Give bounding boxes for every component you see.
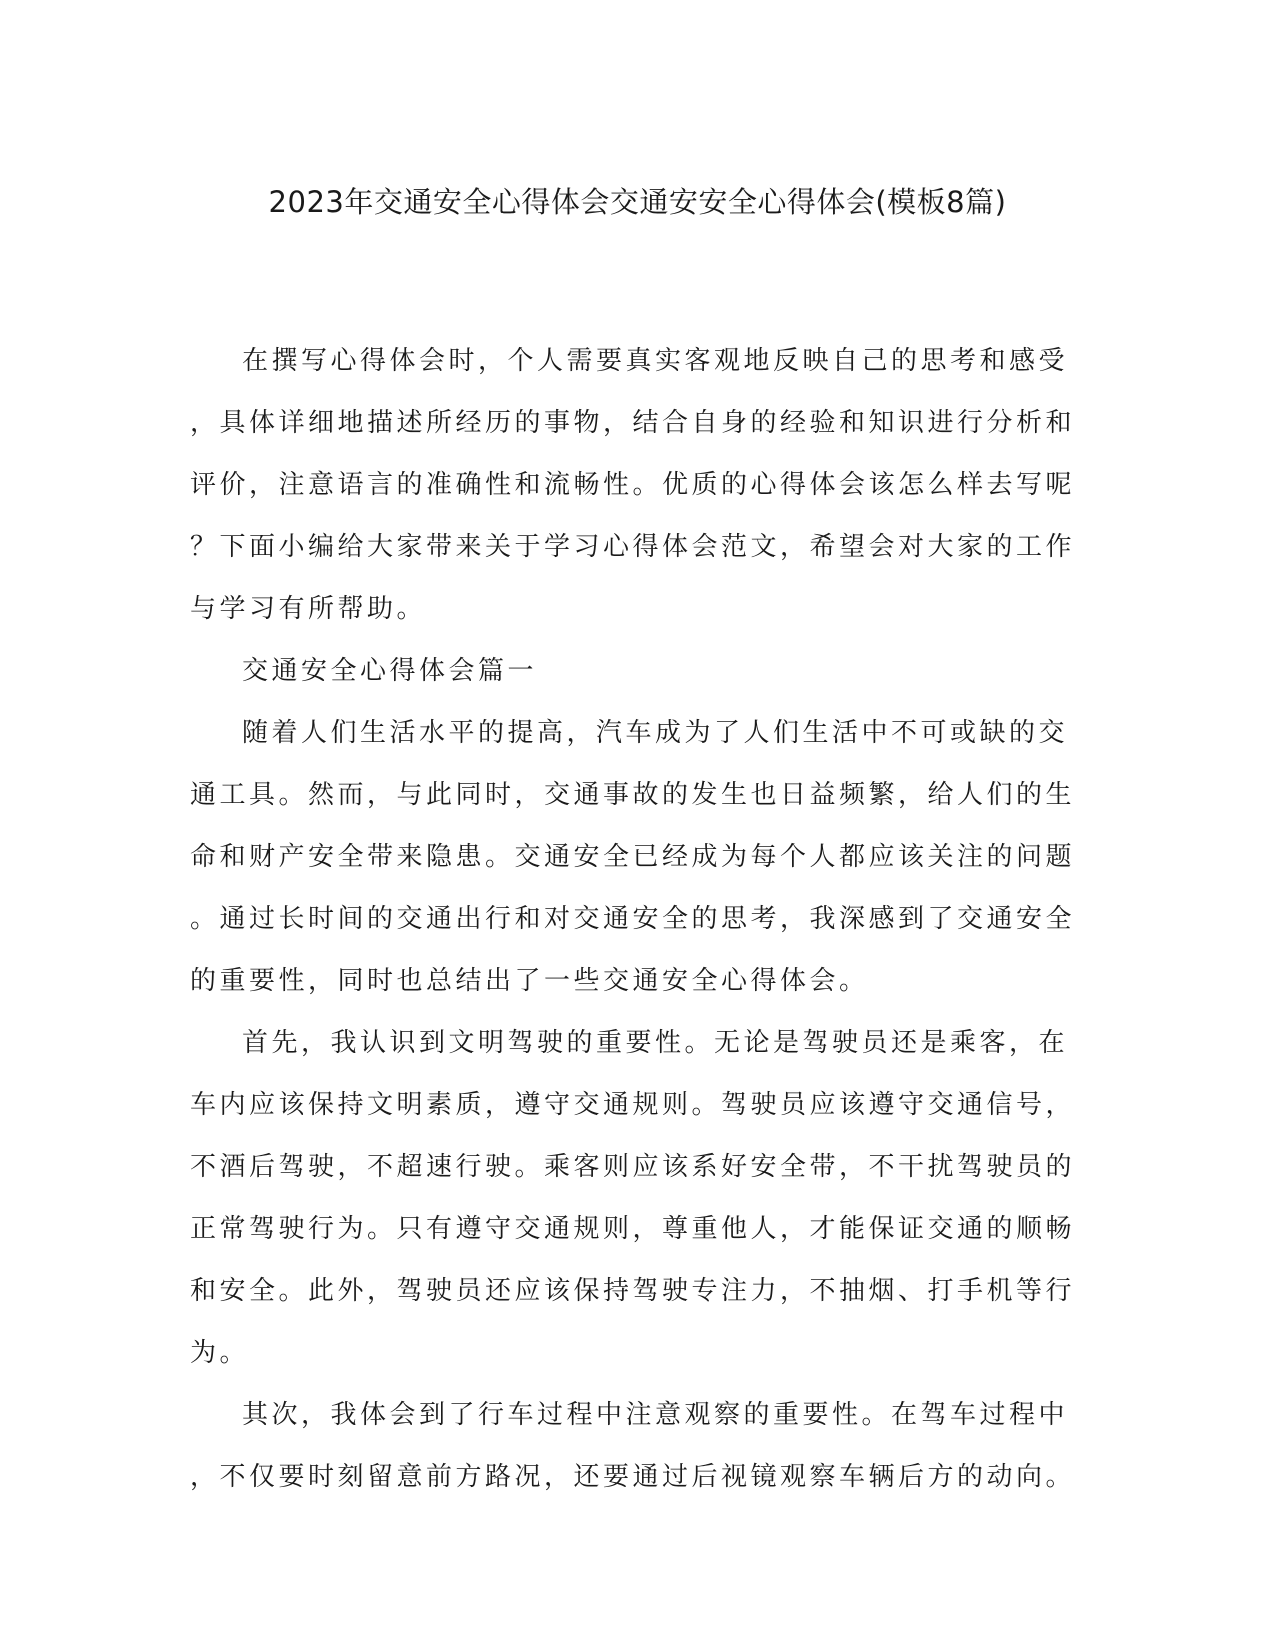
text-line: 通工具。然而，与此同时，交通事故的发生也日益频繁，给人们的生 [190,780,1076,810]
text-line: 在撰写心得体会时，个人需要真实客观地反映自己的思考和感受 [242,346,1069,376]
text-line: 车内应该保持文明素质，遵守交通规则。驾驶员应该遵守交通信号， [190,1090,1076,1120]
text-line: 命和财产安全带来隐患。交通安全已经成为每个人都应该关注的问题 [190,842,1076,872]
text-line: 不酒后驾驶，不超速行驶。乘客则应该系好安全带，不干扰驾驶员的 [190,1152,1076,1182]
document-body [190,330,1082,1508]
text-line: 首先，我认识到文明驾驶的重要性。无论是驾驶员还是乘客，在 [242,1028,1069,1058]
text-line: ？下面小编给大家带来关于学习心得体会范文，希望会对大家的工作 [190,532,1076,562]
paragraph [190,1384,1082,1508]
paragraph [190,1012,1082,1384]
document-title: 2023年交通安全心得体会交通安安全心得体会(模板8篇) [268,185,1007,219]
paragraph [190,702,1082,1012]
text-line: 和安全。此外，驾驶员还应该保持驾驶专注力，不抽烟、打手机等行 [190,1276,1076,1306]
section-heading-text: 交通安全心得体会篇一 [242,656,538,686]
text-line: 。通过长时间的交通出行和对交通安全的思考，我深感到了交通安全 [190,904,1076,934]
text-line: 为。 [190,1338,250,1368]
text-line: 评价，注意语言的准确性和流畅性。优质的心得体会该怎么样去写呢 [190,470,1076,500]
text-line: 的重要性，同时也总结出了一些交通安全心得体会。 [190,966,869,996]
text-line: 与学习有所帮助。 [190,594,427,624]
text-line: 正常驾驶行为。只有遵守交通规则，尊重他人，才能保证交通的顺畅 [190,1214,1076,1244]
text-line: ，不仅要时刻留意前方路况，还要通过后视镜观察车辆后方的动向。 [190,1462,1076,1492]
text-line: 其次，我体会到了行车过程中注意观察的重要性。在驾车过程中 [242,1400,1069,1430]
paragraph-intro [190,330,1082,640]
text-line: 随着人们生活水平的提高，汽车成为了人们生活中不可或缺的交 [242,718,1069,748]
text-line: ，具体详细地描述所经历的事物，结合自身的经验和知识进行分析和 [190,408,1076,438]
section-heading [190,640,1082,702]
